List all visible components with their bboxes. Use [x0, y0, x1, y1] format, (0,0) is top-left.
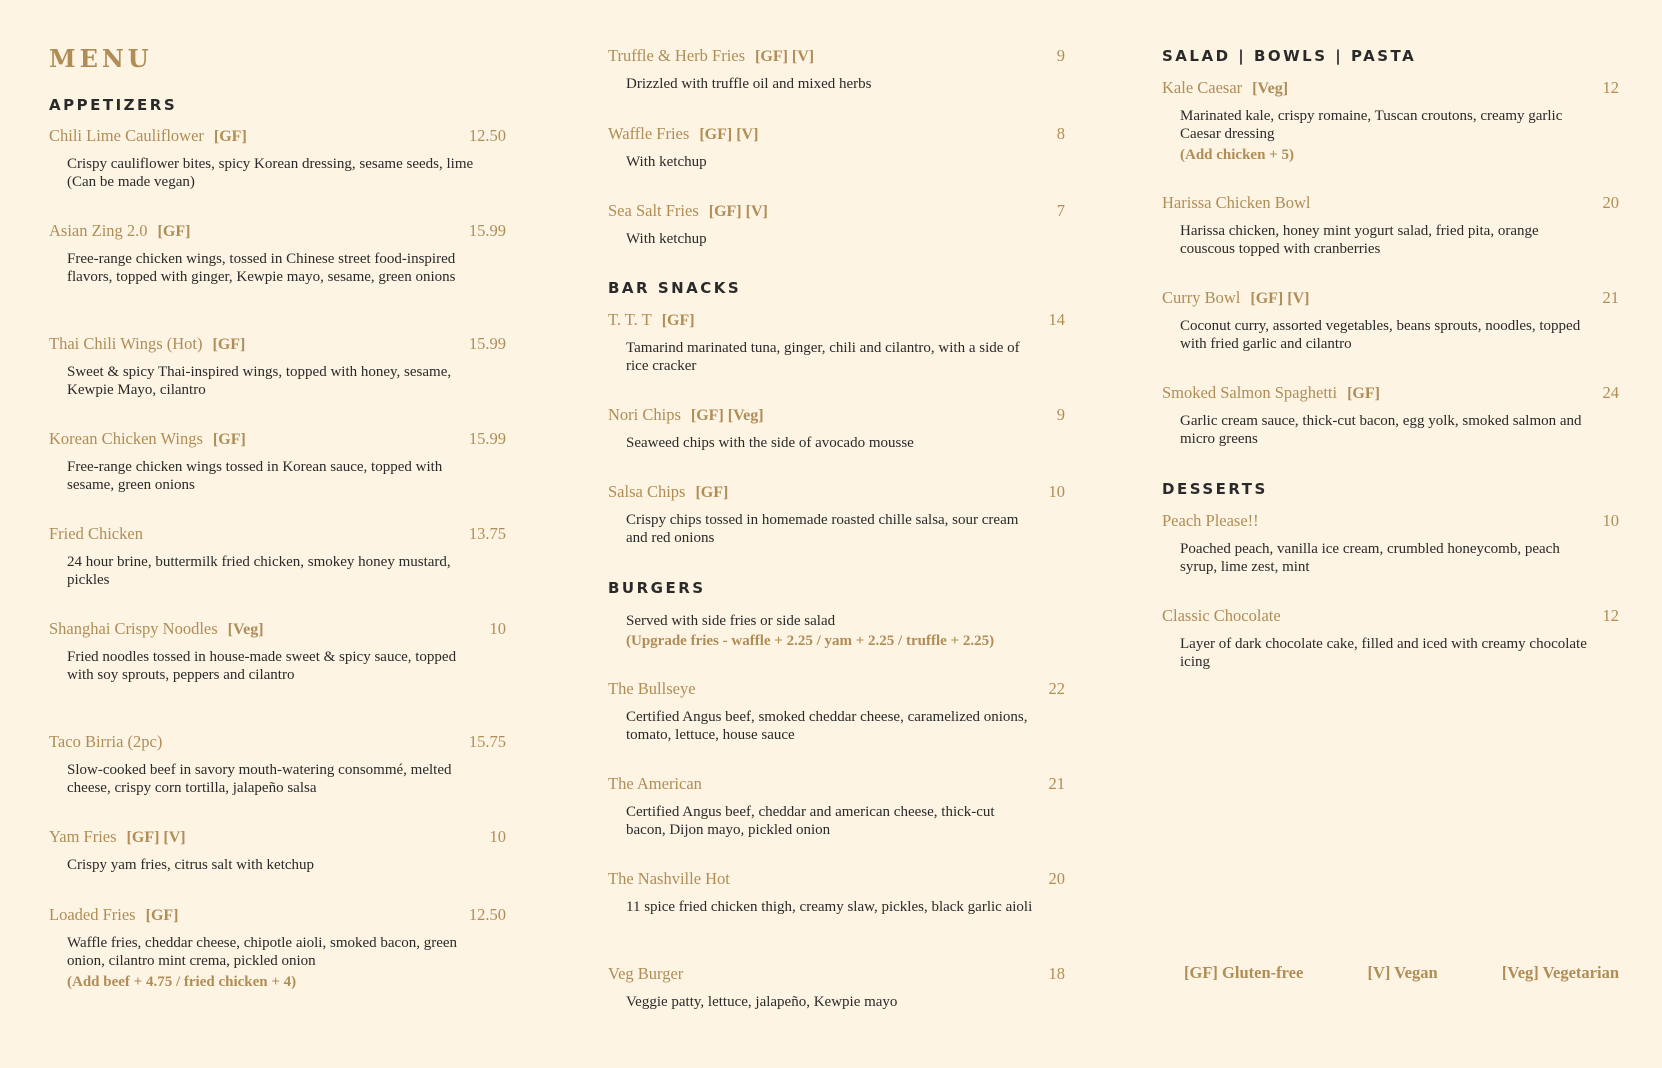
menu-item — [608, 773, 1065, 839]
menu-item-description: 24 hour brine, buttermilk fried chicken, smokey honey mustard, pickles — [67, 554, 451, 588]
menu-item-name: Shanghai Crispy Noodles — [49, 619, 218, 638]
legend-vegetarian: [Veg] Vegetarian — [1501, 963, 1619, 982]
menu-item-header — [608, 481, 1065, 503]
menu-item-description: Free-range chicken wings tossed in Korean sauce, topped with sesame, green onions — [67, 459, 443, 493]
section-title-desserts: DESSERTS — [1162, 480, 1268, 498]
menu-item-header — [49, 220, 506, 242]
menu-item-price: 24 — [1602, 383, 1619, 402]
menu-item-name: Asian Zing 2.0 — [49, 221, 148, 240]
menu-item-header — [608, 678, 1065, 700]
dietary-tags: [GF] [V] — [126, 829, 186, 846]
dietary-tags: [GF] [V] — [755, 48, 815, 65]
menu-item — [1162, 510, 1619, 576]
menu-item-price: 15.99 — [468, 221, 506, 240]
menu-item-price: 10 — [489, 619, 506, 638]
menu-item-price: 13.75 — [468, 524, 506, 543]
menu-item-price: 12 — [1602, 78, 1619, 97]
menu-item-name: Fried Chicken — [49, 524, 143, 543]
menu-item-price: 10 — [1602, 511, 1619, 530]
dietary-legend — [1184, 963, 1619, 983]
menu-item-price: 10 — [1048, 482, 1065, 501]
menu-item-name: Salsa Chips — [608, 482, 686, 501]
menu-item-description: Sweet & spicy Thai-inspired wings, topped with honey, sesame, Kewpie Mayo, cilantro — [67, 364, 452, 398]
dietary-tags: [GF] [V] — [1250, 290, 1310, 307]
menu-item-name: T. T. T — [608, 310, 652, 329]
menu-item-name: Veg Burger — [608, 964, 684, 983]
menu-item-header — [1162, 192, 1619, 214]
menu-item-name: Smoked Salmon Spaghetti — [1162, 383, 1338, 402]
menu-item-header — [608, 123, 1065, 145]
menu-item-addon: (Add chicken + 5) — [1180, 147, 1294, 163]
dietary-tags: [GF] [V] — [708, 203, 768, 220]
menu-item — [49, 826, 506, 874]
legend-gluten-free: [GF] Gluten-free — [1184, 963, 1304, 982]
menu-item-header — [49, 125, 506, 147]
menu-item — [608, 45, 1065, 93]
menu-item-description: Crispy yam fries, citrus salt with ketchup — [67, 857, 315, 873]
menu-item-price: 21 — [1048, 774, 1065, 793]
menu-item-header — [49, 904, 506, 926]
menu-item-price: 15.99 — [468, 334, 506, 353]
menu-item — [1162, 192, 1619, 258]
menu-item-header — [49, 826, 506, 848]
menu-item-price: 20 — [1048, 869, 1065, 888]
menu-item-description: Poached peach, vanilla ice cream, crumbled honeycomb, peach syrup, lime zest, mint — [1180, 541, 1560, 575]
menu-item — [608, 481, 1065, 547]
menu-item-price: 22 — [1048, 679, 1065, 698]
menu-item-price: 21 — [1602, 288, 1619, 307]
section-title-salad-bowls-pasta: SALAD | BOWLS | PASTA — [1162, 47, 1417, 65]
menu-item — [608, 309, 1065, 375]
menu-item-header — [608, 868, 1065, 890]
menu-item-name: Curry Bowl — [1162, 288, 1241, 307]
dietary-tags: [Veg] — [1252, 80, 1289, 97]
menu-item-description: Free-range chicken wings, tossed in Chinese street food-inspired flavors, topped with ginger, Kewpie mayo, sesame, green onions — [67, 251, 456, 285]
menu-item — [608, 404, 1065, 452]
menu-item-name: Korean Chicken Wings — [49, 429, 203, 448]
dietary-tags: [GF] — [212, 336, 246, 353]
menu-item-name: The American — [608, 774, 702, 793]
dietary-tags: [GF] — [213, 128, 247, 145]
menu-item — [1162, 382, 1619, 448]
menu-item-addon: (Add beef + 4.75 / fried chicken + 4) — [67, 974, 297, 990]
menu-item-description: Tamarind marinated tuna, ginger, chili and cilantro, with a side of rice cracker — [626, 340, 1020, 374]
menu-item-price: 12 — [1602, 606, 1619, 625]
menu-item-name: The Nashville Hot — [608, 869, 730, 888]
menu-item-header — [1162, 287, 1619, 309]
menu-item — [49, 333, 506, 399]
menu-item-header — [1162, 510, 1619, 532]
dietary-tags: [GF] — [157, 223, 191, 240]
legend-vegan: [V] Vegan — [1367, 963, 1438, 982]
menu-item — [608, 123, 1065, 171]
menu-item-header — [608, 963, 1065, 985]
menu-item-name: Sea Salt Fries — [608, 201, 699, 220]
menu-item-price: 20 — [1602, 193, 1619, 212]
burgers-upgrade-note: (Upgrade fries - waffle + 2.25 / yam + 2.25 / truffle + 2.25) — [626, 633, 995, 649]
menu-item-header — [1162, 605, 1619, 627]
menu-item-price: 18 — [1048, 964, 1065, 983]
menu-item-header — [608, 309, 1065, 331]
dietary-tags: [GF] [V] — [699, 126, 759, 143]
menu-item-description: Coconut curry, assorted vegetables, beans sprouts, noodles, topped with fried garlic and cilantro — [1180, 318, 1581, 352]
menu-item-price: 8 — [1056, 124, 1065, 143]
menu-item-price: 7 — [1056, 201, 1065, 220]
menu-item-name: Chili Lime Cauliflower — [49, 126, 204, 145]
menu-item-header — [1162, 382, 1619, 404]
menu-item — [1162, 77, 1619, 165]
section-title-bar-snacks: BAR SNACKS — [608, 279, 742, 297]
menu-item-header — [608, 45, 1065, 67]
dietary-tags: [GF] — [661, 312, 695, 329]
menu-item-header — [608, 773, 1065, 795]
menu-item-name: Peach Please!! — [1162, 511, 1259, 530]
menu-item-name: Classic Chocolate — [1162, 606, 1281, 625]
menu-item — [608, 868, 1065, 916]
menu-item — [49, 523, 506, 589]
menu-item-description: Crispy cauliflower bites, spicy Korean dressing, sesame seeds, lime (Can be made vegan) — [67, 156, 474, 190]
menu-item-name: Thai Chili Wings (Hot) — [49, 334, 203, 353]
menu-item-description: Certified Angus beef, smoked cheddar cheese, caramelized onions, tomato, lettuce, house sauce — [626, 709, 1028, 743]
menu-item-description: Seaweed chips with the side of avocado mousse — [626, 435, 914, 451]
dietary-tags: [GF] — [1347, 385, 1380, 402]
menu-item-price: 15.99 — [468, 429, 506, 448]
menu-item-price: 12.50 — [468, 905, 506, 924]
menu-item — [1162, 287, 1619, 353]
menu-item-header — [49, 333, 506, 355]
dietary-tags: [GF] — [212, 431, 246, 448]
menu-item-name: Kale Caesar — [1162, 78, 1243, 97]
menu-item-name: Waffle Fries — [608, 124, 690, 143]
menu-item — [1162, 605, 1619, 671]
menu-item-description: Layer of dark chocolate cake, filled and iced with creamy chocolate icing — [1180, 636, 1587, 670]
section-title-burgers: BURGERS — [608, 579, 706, 597]
menu-item-price: 10 — [489, 827, 506, 846]
menu-item-name: Nori Chips — [608, 405, 681, 424]
burgers-note-text: Served with side fries or side salad — [626, 613, 836, 629]
menu-item — [49, 125, 506, 191]
menu-item-header — [608, 200, 1065, 222]
menu-item-price: 9 — [1056, 405, 1065, 424]
menu-item-header — [49, 618, 506, 640]
menu-item — [49, 731, 506, 797]
dietary-tags: [GF] — [695, 484, 729, 501]
burgers-note — [626, 612, 1056, 652]
menu-item-price: 9 — [1056, 46, 1065, 65]
menu-item-description: Slow-cooked beef in savory mouth-watering consommé, melted cheese, crispy corn tortilla, jalapeño salsa — [67, 762, 452, 796]
menu-item — [49, 220, 506, 286]
menu-item-price: 14 — [1048, 310, 1065, 329]
menu-item — [49, 904, 506, 992]
menu-item-name: Loaded Fries — [49, 905, 136, 924]
menu-item-description: Crispy chips tossed in homemade roasted chille salsa, sour cream and red onions — [626, 512, 1019, 546]
menu-item-description: Veggie patty, lettuce, jalapeño, Kewpie mayo — [626, 994, 898, 1010]
menu-item-header — [1162, 77, 1619, 99]
menu-item-description: Certified Angus beef, cheddar and american cheese, thick-cut bacon, Dijon mayo, pickled onion — [626, 804, 995, 838]
menu-item-name: The Bullseye — [608, 679, 696, 698]
menu-item-header — [608, 404, 1065, 426]
menu-item-description: Harissa chicken, honey mint yogurt salad, fried pita, orange couscous topped with cranberries — [1180, 223, 1539, 257]
menu-item-description: Waffle fries, cheddar cheese, chipotle aioli, smoked bacon, green onion, cilantro mint crema, pickled onion — [67, 935, 458, 969]
dietary-tags: [GF] — [145, 907, 179, 924]
menu-item-header — [49, 731, 506, 753]
dietary-tags: [Veg] — [227, 621, 264, 638]
menu-item — [49, 428, 506, 494]
menu-item-name: Yam Fries — [49, 827, 117, 846]
menu-item-header — [49, 523, 506, 545]
menu-item-price: 12.50 — [468, 126, 506, 145]
menu-item-price: 15.75 — [468, 732, 506, 751]
menu-item — [608, 200, 1065, 248]
menu-item-name: Taco Birria (2pc) — [49, 732, 163, 751]
menu-item — [608, 963, 1065, 1011]
menu-item-description: Drizzled with truffle oil and mixed herbs — [626, 76, 872, 92]
menu-item-header — [49, 428, 506, 450]
dietary-tags: [GF] [Veg] — [690, 407, 764, 424]
section-title-appetizers: APPETIZERS — [49, 96, 178, 114]
menu-item-description: Garlic cream sauce, thick-cut bacon, egg yolk, smoked salmon and micro greens — [1180, 413, 1582, 447]
menu-item — [49, 618, 506, 684]
menu-item-description: 11 spice fried chicken thigh, creamy slaw, pickles, black garlic aioli — [626, 899, 1033, 915]
menu-item-description: With ketchup — [626, 154, 707, 170]
menu-item-description: Marinated kale, crispy romaine, Tuscan croutons, creamy garlic Caesar dressing — [1180, 108, 1563, 142]
menu-item-description: With ketchup — [626, 231, 707, 247]
menu-item-name: Harissa Chicken Bowl — [1162, 193, 1311, 212]
menu-title: MENU — [49, 44, 153, 73]
menu-item-description: Fried noodles tossed in house-made sweet & spicy sauce, topped with soy sprouts, peppers and cilantro — [67, 649, 457, 683]
menu-item — [608, 678, 1065, 744]
menu-item-name: Truffle & Herb Fries — [608, 46, 746, 65]
